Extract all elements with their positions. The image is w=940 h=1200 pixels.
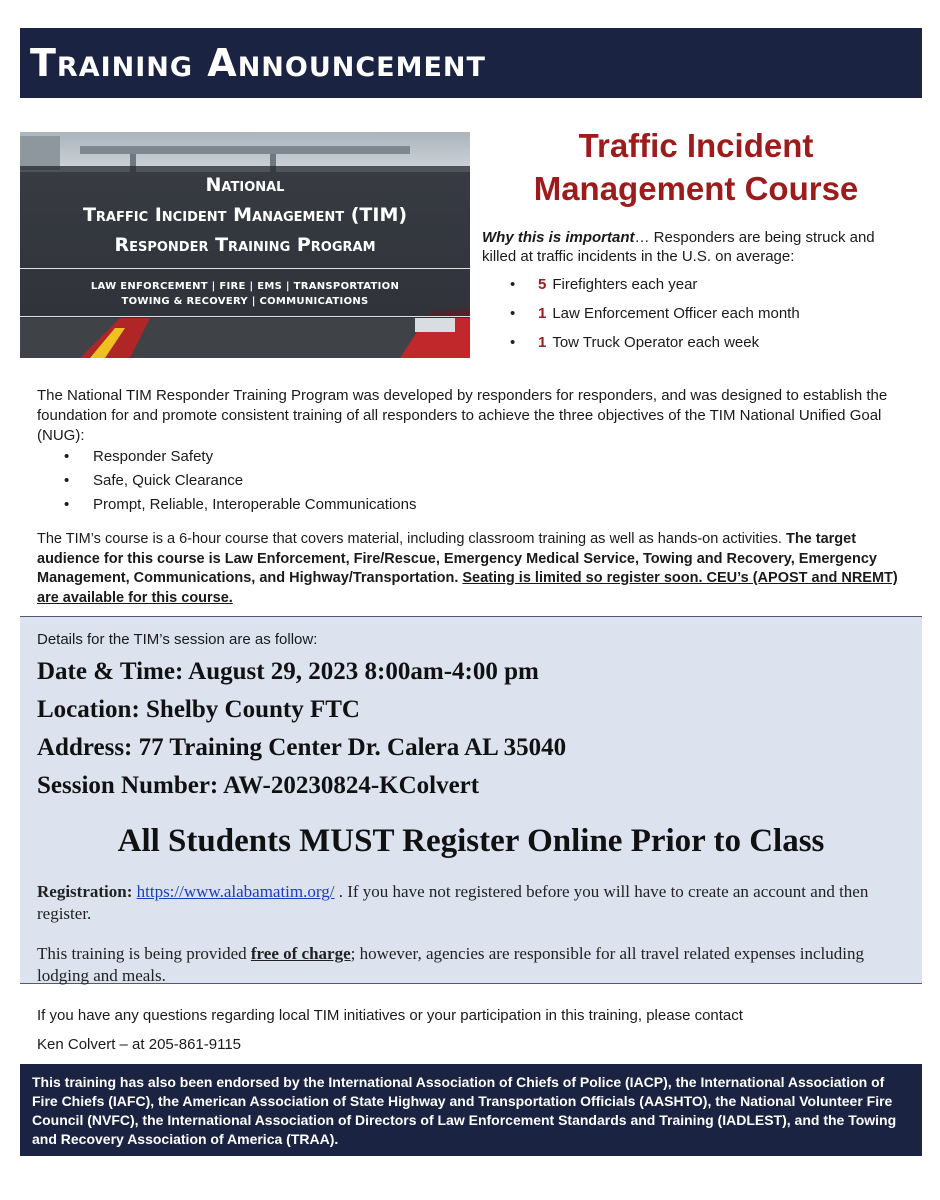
list-item: [510, 301, 800, 330]
endorsement-footer: [20, 1064, 922, 1156]
announcement-banner: [20, 28, 922, 98]
hero-divider-bottom: [20, 316, 470, 317]
list-item: • Safe, Quick Clearance: [64, 470, 417, 494]
session-details-panel: [20, 616, 922, 984]
course-title-line-1: Traffic Incident: [578, 127, 814, 164]
course-length-text: The TIM’s course is a 6-hour course that covers material, including classroom training as well as hands-on activities.: [37, 531, 782, 547]
hero-subtitle-line-1: LAW ENFORCEMENT | FIRE | EMS | TRANSPORTATION: [90, 281, 400, 292]
program-intro: The National TIM Responder Training Program was developed by responders for responders, and was designed to establish the foundation for and promote consistent training of all responders to achieve the three objectives of the TIM National Unified Goal (NUG):: [37, 387, 888, 444]
session-number: Session Number: AW-20230824-KColvert: [37, 772, 480, 799]
seating-note: Seating is limited so register soon. CEU’s (APOST and NREMT) are available for this course.: [37, 570, 898, 606]
why-important-text: … Responders are being struck and killed at traffic incidents in the U.S. on average:: [482, 229, 875, 265]
address: Address: 77 Training Center Dr. Calera AL 35040: [37, 734, 567, 761]
hero-subtitle-line-2: TOWING & RECOVERY | COMMUNICATIONS: [121, 296, 369, 307]
course-title-line-2: Management Course: [533, 170, 859, 207]
list-item: [510, 272, 800, 301]
cost-note: [37, 943, 897, 987]
objectives-list: [64, 446, 417, 518]
details-intro: Details for the TIM’s session are as follow:: [37, 631, 318, 648]
stat-number: 1: [538, 334, 547, 351]
stat-text: Law Enforcement Officer each month: [552, 305, 800, 322]
location: Location: Shelby County FTC: [37, 696, 360, 723]
hero-image: [20, 132, 470, 358]
target-audience-text: The target audience for this course is Law Enforcement, Fire/Rescue, Emergency Medical Service, Towing and Recovery, Emergency Management, Communications, and Highway/Transportation.: [37, 531, 877, 586]
hero-title-line-3: Responder Training Program: [114, 234, 376, 256]
registration-note: [37, 881, 897, 925]
stat-text: Firefighters each year: [552, 276, 698, 293]
hero-text-overlay: [20, 166, 470, 318]
banner-title: Training Announcement: [30, 41, 486, 85]
course-title: [478, 124, 914, 210]
hero-divider-top: [20, 268, 470, 269]
cost-prefix: This training is being provided: [37, 944, 251, 963]
hero-title-line-2: Traffic Incident Management (TIM): [82, 204, 408, 226]
stat-number: 5: [538, 276, 547, 293]
date-time: Date & Time: August 29, 2023 8:00am-4:00 pm: [37, 658, 539, 685]
list-item: • Responder Safety: [64, 446, 417, 470]
free-of-charge: free of charge: [250, 944, 351, 963]
course-description: [37, 530, 907, 608]
incident-stats-list: [510, 272, 800, 359]
cost-suffix: ; however, agencies are responsible for all travel related expenses including lodging and meals.: [37, 944, 865, 985]
why-important-label: Why this is important: [482, 229, 635, 246]
contact-note: If you have any questions regarding local TIM initiatives or your participation in this training, please contact: [37, 1007, 743, 1024]
stat-text: Tow Truck Operator each week: [552, 334, 760, 351]
registration-link[interactable]: https://www.alabamatim.org/: [136, 882, 335, 901]
registration-text: . If you have not registered before you will have to create an account and then register.: [37, 882, 869, 923]
registration-label: Registration:: [37, 882, 133, 901]
why-important-paragraph: [482, 228, 912, 266]
stat-number: 1: [538, 305, 547, 322]
list-item: • Prompt, Reliable, Interoperable Communications: [64, 494, 417, 518]
endorsement-text: This training has also been endorsed by the International Association of Chiefs of Police (IACP), the International Association of Fire Chiefs (IAFC), the American Association of State Highway and Transportation Officials (AASHTO), the National Volunteer Fire Council (NVFC), the International Association of Directors of Law Enforcement Standards and Training (IADLEST), and the Towing and Recovery Association of America (TRAA).: [32, 1074, 897, 1147]
list-item: [510, 330, 800, 359]
register-headline: All Students MUST Register Online Prior to Class: [117, 823, 825, 859]
contact-name: Ken Colvert – at 205-861-9115: [37, 1036, 242, 1053]
hero-title-line-1: National: [205, 174, 285, 196]
